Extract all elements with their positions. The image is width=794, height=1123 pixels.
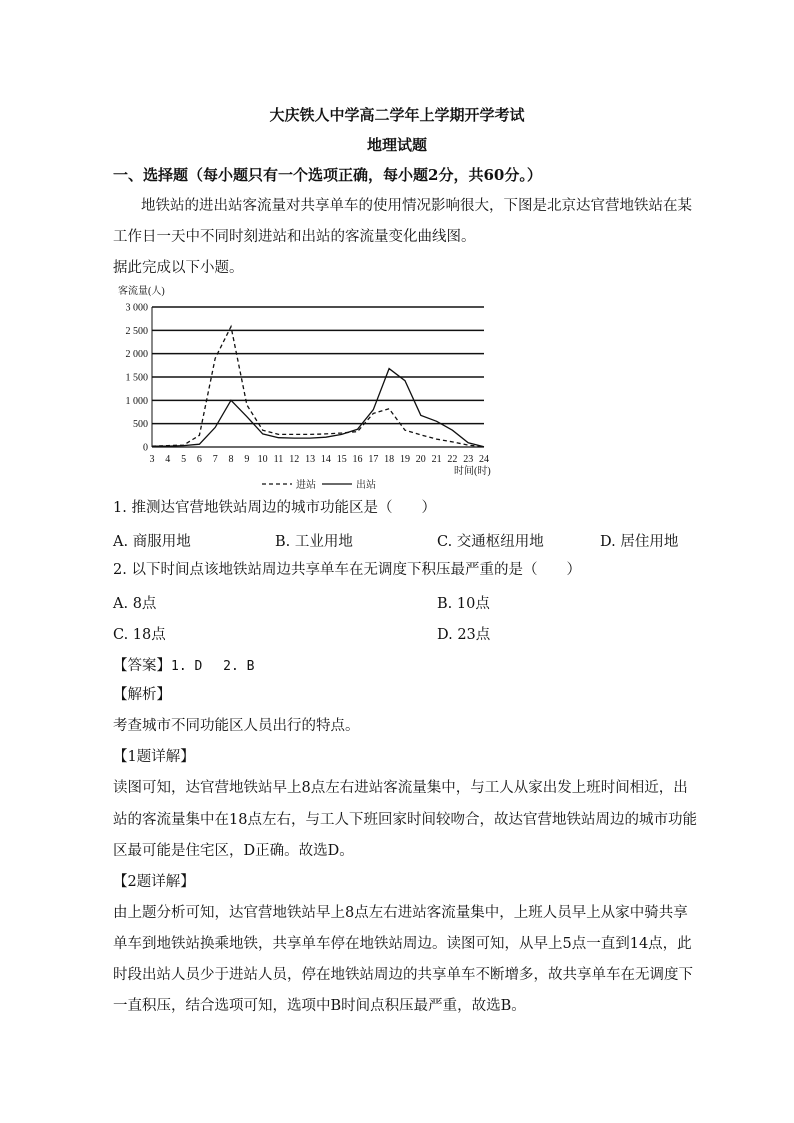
x-tick-label: 14 bbox=[320, 454, 331, 465]
x-tick-label: 22 bbox=[447, 454, 458, 465]
chart-xlabel: 时间(时) bbox=[454, 466, 491, 477]
y-tick-label: 1 000 bbox=[125, 395, 148, 407]
q1-option-c: C. 交通枢纽用地 bbox=[437, 534, 544, 550]
x-tick-label: 10 bbox=[257, 454, 268, 465]
q2-option-a: A. 8点 bbox=[113, 596, 157, 612]
y-tick-label: 500 bbox=[133, 419, 148, 431]
detail2-label: 【2题详解】 bbox=[113, 874, 195, 890]
stem-line-3: 据此完成以下小题。 bbox=[113, 260, 244, 276]
x-tick-label: 18 bbox=[384, 454, 395, 465]
chart-series bbox=[152, 327, 484, 447]
q2-option-d: D. 23点 bbox=[437, 627, 491, 643]
exam-title: 大庆铁人中学高二学年上学期开学考试 bbox=[269, 106, 525, 124]
stem-line-2: 工作日一天中不同时刻进站和出站的客流量变化曲线图。 bbox=[113, 229, 476, 245]
stem-line-1: 地铁站的进出站客流量对共享单车的使用情况影响很大，下图是北京达官营地铁站在某 bbox=[141, 198, 692, 214]
detail1-line-1: 读图可知，达官营地铁站早上8点左右进站客流量集中，与工人从家出发上班时间相近，出 bbox=[113, 780, 688, 796]
x-tick-label: 6 bbox=[196, 454, 202, 465]
detail1-line-3: 区最可能是住宅区，D正确。故选D。 bbox=[113, 843, 354, 859]
x-tick-label: 15 bbox=[336, 454, 347, 465]
x-tick-label: 20 bbox=[415, 454, 426, 465]
chart-x-ticks bbox=[150, 454, 490, 465]
chart-y-ticks bbox=[126, 303, 149, 454]
detail1-line-2: 站的客流量集中在18点左右，与工人下班回家时间较吻合，故达官营地铁站周边的城市功能 bbox=[113, 812, 697, 828]
legend-exit-label: 出站 bbox=[356, 480, 376, 490]
q2-stem: 2. 以下时间点该地铁站周边共享单车在无调度下积压最严重的是（ ） bbox=[113, 562, 581, 578]
detail2-line-1: 由上题分析可知，达官营地铁站早上8点左右进站客流量集中，上班人员早上从家中骑共享 bbox=[113, 905, 688, 921]
x-tick-label: 13 bbox=[305, 454, 316, 465]
x-tick-label: 17 bbox=[368, 454, 379, 465]
detail2-line-4: 一直积压，结合选项可知，选项中B时间点积压最严重，故选B。 bbox=[113, 998, 526, 1014]
x-tick-label: 11 bbox=[273, 454, 284, 465]
q1-option-a: A. 商服用地 bbox=[113, 534, 191, 550]
section-heading: 一、选择题（每小题只有一个选项正确，每小题2分，共60分。） bbox=[113, 166, 542, 184]
x-tick-label: 4 bbox=[165, 454, 171, 465]
q2-option-c: C. 18点 bbox=[113, 627, 166, 643]
y-tick-label: 2 000 bbox=[125, 349, 148, 361]
passenger-flow-chart bbox=[100, 284, 500, 490]
x-tick-label: 9 bbox=[244, 454, 250, 465]
y-tick-label: 3 000 bbox=[125, 302, 148, 314]
answer-label: 【答案】 bbox=[113, 658, 171, 674]
analysis-label: 【解析】 bbox=[113, 687, 171, 703]
answer-row bbox=[113, 654, 254, 675]
y-tick-label: 1 500 bbox=[125, 372, 148, 384]
x-tick-label: 3 bbox=[149, 454, 155, 465]
series-entry-line bbox=[152, 327, 484, 447]
legend-entry-label: 进站 bbox=[296, 480, 316, 490]
y-tick-label: 2 500 bbox=[125, 325, 148, 337]
detail2-line-3: 时段出站人员少于进站人员，停在地铁站周边的共享单车不断增多，故共享单车在无调度下 bbox=[113, 967, 693, 983]
x-tick-label: 12 bbox=[289, 454, 300, 465]
q1-option-b: B. 工业用地 bbox=[275, 534, 353, 550]
series-exit-line bbox=[152, 369, 484, 447]
chart-ylabel: 客流量(人) bbox=[118, 286, 165, 297]
x-tick-label: 21 bbox=[431, 454, 442, 465]
detail1-label: 【1题详解】 bbox=[113, 749, 195, 765]
q1-stem: 1. 推测达官营地铁站周边的城市功能区是（ ） bbox=[113, 500, 436, 516]
analysis-text: 考查城市不同功能区人员出行的特点。 bbox=[113, 718, 360, 734]
x-tick-label: 24 bbox=[479, 454, 489, 465]
y-tick-label: 0 bbox=[143, 442, 148, 454]
x-tick-label: 16 bbox=[352, 454, 363, 465]
x-tick-label: 19 bbox=[399, 454, 410, 465]
detail2-line-2: 单车到地铁站换乘地铁，共享单车停在地铁站周边。读图可知，从早上5点一直到14点，此 bbox=[113, 936, 692, 952]
exam-subtitle: 地理试题 bbox=[366, 136, 427, 154]
answer-value: 1. D 2. B bbox=[171, 659, 255, 674]
q2-option-b: B. 10点 bbox=[437, 596, 490, 612]
q1-option-d: D. 居住用地 bbox=[600, 534, 679, 550]
chart-legend bbox=[262, 478, 376, 490]
x-tick-label: 7 bbox=[212, 454, 218, 465]
x-tick-label: 5 bbox=[181, 454, 187, 465]
x-tick-label: 8 bbox=[228, 454, 234, 465]
x-tick-label: 23 bbox=[463, 454, 474, 465]
